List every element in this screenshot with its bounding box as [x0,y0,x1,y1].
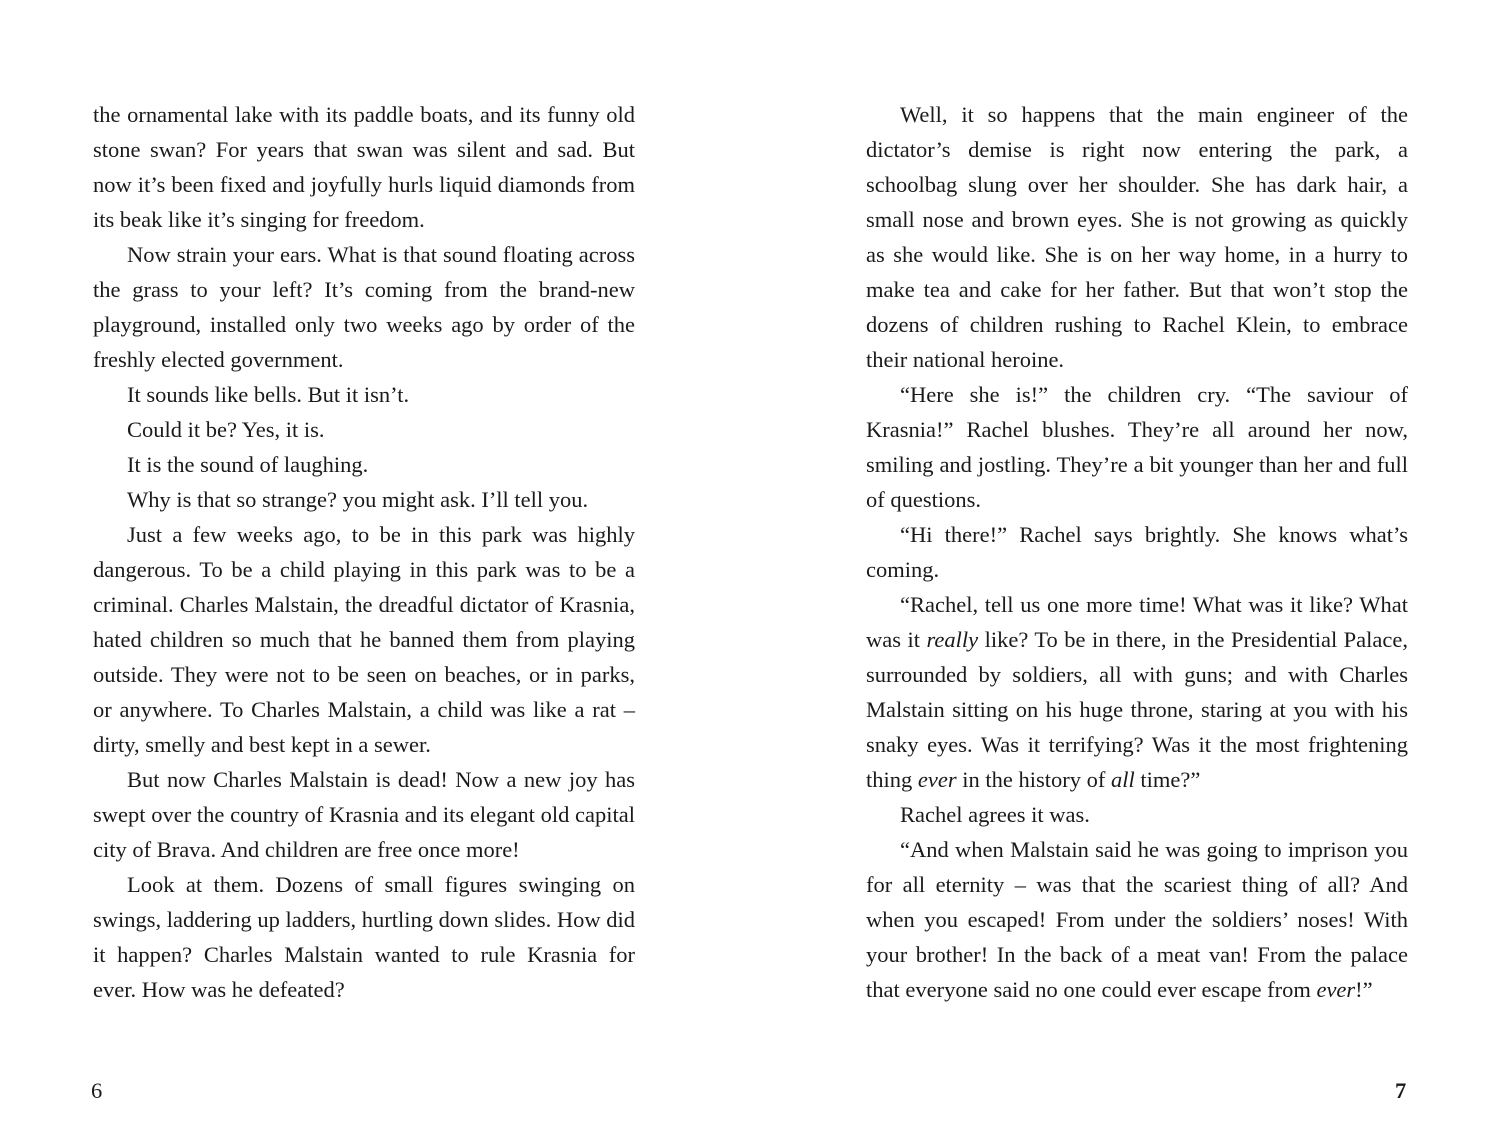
text-run: “Rachel, tell us one more time! What was it like? What was it [866,592,1408,652]
italic-text: ever [917,767,957,792]
paragraph: the ornamental lake with its paddle boats, and its funny old stone swan? For years that swan was silent and sad. But now it’s been fixed and joyfully hurls liquid diamonds from its beak like it’s singing for freedom. [93,102,635,232]
paragraph: But now Charles Malstain is dead! Now a new joy has swept over the country of Krasnia and its elegant old capital city of Brava. And children are free once more! [93,767,635,862]
italic-text: ever [1316,977,1356,1002]
paragraph: Could it be? Yes, it is. [127,417,325,442]
left-page-body [93,97,635,1007]
paragraph: Well, it so happens that the main engineer of the dictator’s demise is right now entering the park, a schoolbag slung over her shoulder. She has dark hair, a small nose and brown eyes. She is not growing as quickly as she would like. She is on her way home, in a hurry to make tea and cake for her father. But that won’t stop the dozens of children rushing to Rachel Klein, to embrace their national heroine. [866,102,1408,372]
italic-text: all [1110,767,1135,792]
text-run: time?” [1134,767,1201,792]
paragraph: Just a few weeks ago, to be in this park was highly dangerous. To be a child playing in this park was to be a criminal. Charles Malstain, the dreadful dictator of Krasnia, hated children so much that he banned them from playing outside. They were not to be seen on beaches, or in parks, or anywhere. To Charles Malstain, a child was like a rat – dirty, smelly and best kept in a sewer. [93,522,635,757]
text-run: like? To be in there, in the Presidential Palace, surrounded by soldiers, all with guns; and with Charles Malstain sitting on his huge throne, staring at you with his snaky eyes. Was it terrifying? Was it the most frightening thing [866,627,1409,792]
paragraph: It is the sound of laughing. [127,452,369,477]
paragraph: Now strain your ears. What is that sound floating across the grass to your left? It’s coming from the brand-new playground, installed only two weeks ago by order of the freshly elected government. [93,242,635,372]
paragraph: Look at them. Dozens of small figures swinging on swings, laddering up ladders, hurtling down slides. How did it happen? Charles Malstain wanted to rule Krasnia for ever. How was he defeated? [93,872,635,1002]
paragraph [866,832,1408,1007]
paragraph: Rachel agrees it was. [900,802,1090,827]
paragraph: “Here she is!” the children cry. “The saviour of Krasnia!” Rachel blushes. They’re all around her now, smiling and jostling. They’re a bit younger than her and full of questions. [866,382,1408,512]
page-number: 7 [1395,1078,1407,1103]
paragraph [866,587,1408,797]
paragraph: “Hi there!” Rachel says brightly. She knows what’s coming. [866,522,1408,582]
text-run: “And when Malstain said he was going to imprison you for all eternity – was that the scariest thing of all? And when you escaped! From under the soldiers’ noses! With your brother! In the back of a meat van! From the palace that everyone said no one could ever escape from [866,837,1408,1002]
paragraph: It sounds like bells. But it isn’t. [127,382,410,407]
right-page [750,0,1500,1143]
page-number: 6 [91,1078,103,1103]
text-run: in the history of [956,767,1111,792]
text-run: !” [1355,977,1373,1002]
paragraph: Why is that so strange? you might ask. I’ll tell you. [127,487,589,512]
italic-text: really [926,627,979,652]
right-page-body [866,97,1408,1007]
